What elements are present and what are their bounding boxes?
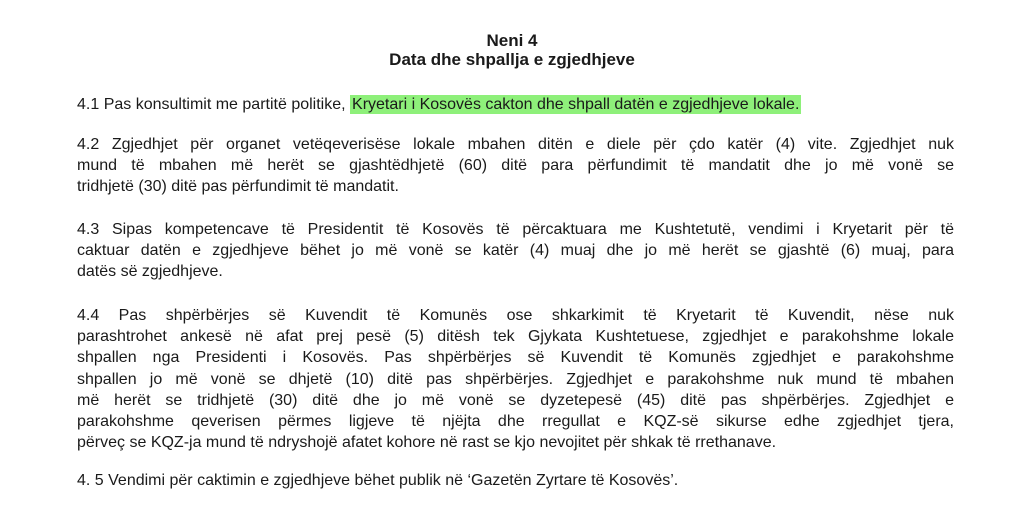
paragraph-4-1-prefix: 4.1 Pas konsultimit me partitë politike, [77,96,351,113]
paragraph-4-2-line: tridhjetë (30) ditë pas përfundimit të mandatit. [77,178,399,196]
paragraph-4-4-line: parakohshme qeverisen përmes ligjeve të njëjta dhe rregullat e KQZ-së sikurse edhe zgjedhjet tjera, [77,413,954,431]
paragraph-4-4 [77,305,954,453]
article-number: Neni 4 [486,31,538,50]
paragraph-4-1 [77,94,954,115]
paragraph-4-5: 4. 5 Vendimi për caktimin e zgjedhjeve bëhet publik në ‘Gazetën Zyrtare të Kosovës’. [77,472,679,489]
paragraph-4-2-line: 4.2 Zgjedhjet për organet vetëqeverisëse lokale mbahen ditën e diele për çdo katër (4) vite. Zgjedhjet nuk [77,136,954,153]
paragraph-4-4-line: më herët se tridhjetë (30) ditë dhe jo më vonë se dyzetepesë (45) ditë pas shpërbërjes. Zgjedhjet e [77,391,954,409]
highlighted-text: Kryetari i Kosovës cakton dhe shpall datën e zgjedhjeve lokale. [352,96,800,113]
paragraph-4-2-line: mund të mbahen më herët se gjashtëdhjetë (60) ditë para përfundimit të mandatit dhe jo më vonë se [77,157,954,175]
paragraph-4-3 [77,219,954,283]
article-title: Data dhe shpallja e zgjedhjeve [389,50,635,69]
paragraph-4-4-line: përveç se KQZ-ja mund të ndryshojë afatet kohore në rast se kjo nevojitet për shkak të rrethanave. [77,434,777,452]
paragraph-4-4-line: shpallen jo më vonë se dhjetë (10) ditë pas shpërbërjes. Zgjedhjet e parakohshme nuk mund të mbahen [77,370,954,388]
paragraph-4-3-line: 4.3 Sipas kompetencave të Presidentit të Kosovës të përcaktuara me Kushtetutë, vendimi i Kryetarit për të [77,221,954,238]
paragraph-4-4-line: parashtrohet ankesë në afat prej pesë (5) ditësh tek Gjykata Kushtetuese, zgjedhjet e parakohshme lokale [77,328,954,346]
paragraph-4-2 [77,134,954,198]
paragraph-4-3-line: caktuar datën e zgjedhjeve bëhet jo më vonë se katër (4) muaj dhe jo më herët se gjashtë (6) muaj, para [77,242,954,260]
paragraph-4-4-line: 4.4 Pas shpërbërjes së Kuvendit të Komunës ose shkarkimit të Kryetarit të Kuvendit, nëse nuk [77,307,954,324]
paragraph-4-4-line: shpallen nga Presidenti i Kosovës. Pas shpërbërjes së Kuvendit të Komunës zgjedhjet e parakohshme [77,349,954,367]
paragraph-4-3-line: datës së zgjedhjeve. [77,263,223,281]
